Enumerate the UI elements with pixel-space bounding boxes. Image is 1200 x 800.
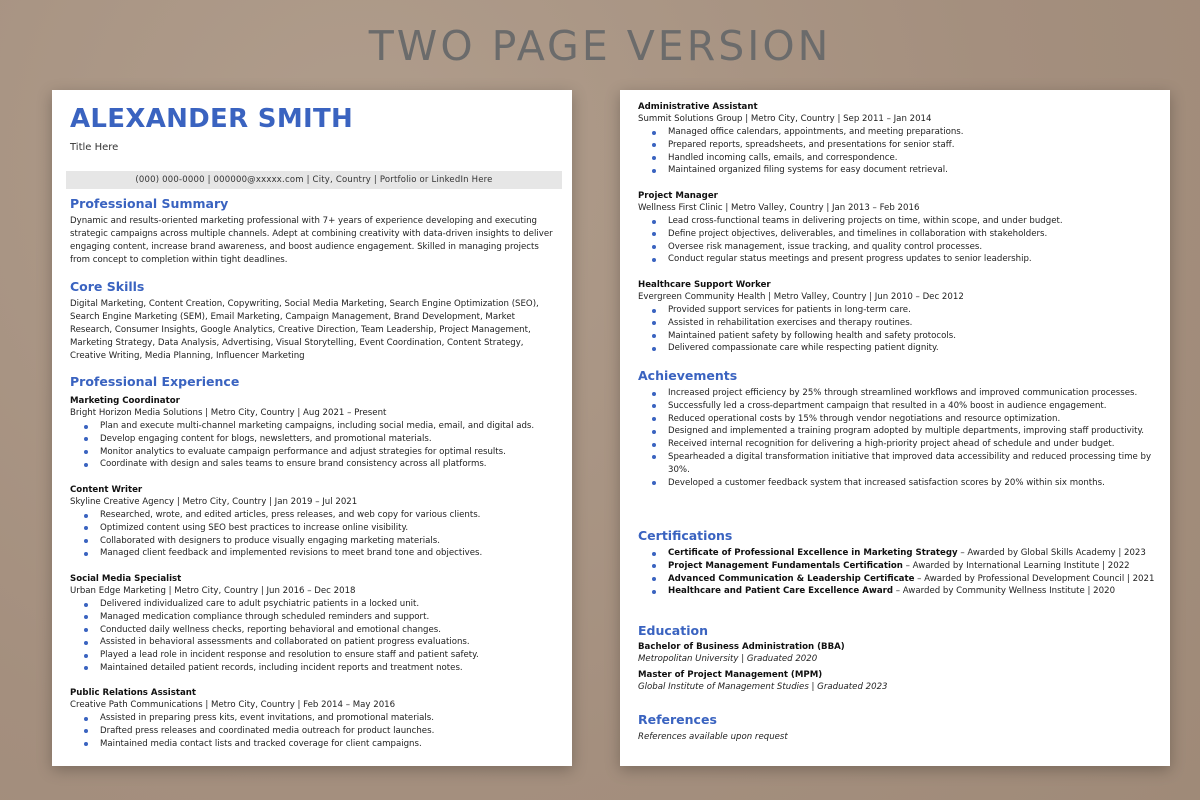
- job-title: Public Relations Assistant: [70, 688, 196, 698]
- job-title: Marketing Coordinator: [70, 396, 180, 406]
- list-item: Provided support services for patients in long-term care.: [668, 304, 1156, 317]
- list-item: Maintained detailed patient records, including incident reports and treatment notes.: [100, 662, 558, 675]
- list-item: Oversee risk management, issue tracking, and quality control processes.: [668, 241, 1156, 254]
- contact-bar: (000) 000-0000 | 000000@xxxxx.com | City, Country | Portfolio or LinkedIn Here: [66, 171, 562, 189]
- achievements-heading: Achievements: [638, 368, 738, 383]
- list-item: Handled incoming calls, emails, and correspondence.: [668, 152, 1156, 165]
- certifications-section: [638, 528, 1156, 598]
- list-item: Assisted in behavioral assessments and collaborated on patient progress evaluations.: [100, 636, 558, 649]
- job-meta: Creative Path Communications | Metro City, Country | Feb 2014 – May 2016: [70, 700, 396, 710]
- job-title: Content Writer: [70, 485, 143, 495]
- list-item: Prepared reports, spreadsheets, and presentations for senior staff.: [668, 139, 1156, 152]
- certifications-heading: Certifications: [638, 528, 733, 543]
- list-item: Managed client feedback and implemented revisions to meet brand tone and objectives.: [100, 547, 558, 560]
- school-name: Global Institute of Management Studies | Graduated 2023: [638, 682, 888, 692]
- resume-page-1: [52, 90, 572, 766]
- candidate-title: Title Here: [70, 142, 119, 153]
- list-item: [668, 573, 1156, 586]
- list-item: Define project objectives, deliverables, and timelines in collaboration with stakeholders.: [668, 228, 1156, 241]
- references-text: References available upon request: [638, 732, 788, 742]
- list-item: Designed and implemented a training program adopted by multiple departments, improving staff productivity.: [668, 425, 1156, 438]
- cert-name: Advanced Communication & Leadership Certificate: [668, 573, 915, 584]
- list-item: [668, 560, 1156, 573]
- job-meta: Evergreen Community Health | Metro Valley, Country | Jun 2010 – Dec 2012: [638, 292, 964, 302]
- list-item: Maintained media contact lists and tracked coverage for client campaigns.: [100, 738, 558, 751]
- list-item: Coordinate with design and sales teams to ensure brand consistency across all platforms.: [100, 458, 558, 471]
- education-heading: Education: [638, 623, 708, 638]
- list-item: Developed a customer feedback system that increased satisfaction scores by 20% within six months.: [668, 477, 1156, 490]
- job-title: Healthcare Support Worker: [638, 280, 771, 290]
- list-item: Increased project efficiency by 25% through streamlined workflows and improved communication processes.: [668, 387, 1156, 400]
- cert-detail: – Awarded by Global Skills Academy | 2023: [957, 548, 1146, 558]
- candidate-name: ALEXANDER SMITH: [70, 104, 354, 134]
- list-item: Played a lead role in incident response and resolution to ensure staff and patient safety.: [100, 649, 558, 662]
- list-item: Conducted daily wellness checks, reporting behavioral and emotional changes.: [100, 624, 558, 637]
- skills-section: [70, 279, 558, 363]
- list-item: Optimized content using SEO best practices to increase online visibility.: [100, 522, 558, 535]
- list-item: Develop engaging content for blogs, newsletters, and promotional materials.: [100, 433, 558, 446]
- experience-heading: Professional Experience: [70, 374, 240, 389]
- experience-section: [70, 374, 558, 393]
- list-item: Reduced operational costs by 15% through vendor negotiations and resource optimization.: [668, 413, 1156, 426]
- list-item: Assisted in rehabilitation exercises and therapy routines.: [668, 317, 1156, 330]
- skills-text: Digital Marketing, Content Creation, Copywriting, Social Media Marketing, Search Engine Optimization (SEO), Search Engine Marketing (SEM), Email Marketing, Campaign Management, Brand Development, Market Research, Consumer Insights, Google Analytics, Creative Direction, Team Leadership, Project Management, Marketing Strategy, Data Analysis, Advertising, Visual Storytelling, Event Coordination, Content Strategy, Creative Writing, Media Planning, Influencer Marketing: [70, 299, 539, 361]
- cert-name: Certificate of Professional Excellence in Marketing Strategy: [668, 548, 958, 558]
- achievements-section: [638, 368, 1156, 489]
- banner-title: TWO PAGE VERSION: [368, 22, 832, 70]
- list-item: [668, 585, 1156, 598]
- cert-detail: – Awarded by Community Wellness Institute | 2020: [893, 586, 1116, 597]
- list-item: [668, 547, 1156, 560]
- list-item: Drafted press releases and coordinated media outreach for product launches.: [100, 725, 558, 738]
- list-item: Delivered individualized care to adult psychiatric patients in a locked unit.: [100, 598, 558, 611]
- list-item: Lead cross-functional teams in delivering projects on time, within scope, and under budget.: [668, 215, 1156, 228]
- list-item: Spearheaded a digital transformation initiative that improved data accessibility and reduced processing time by 30%.: [668, 451, 1156, 477]
- job-entry: [70, 396, 558, 471]
- list-item: Conduct regular status meetings and present progress updates to senior leadership.: [668, 253, 1156, 266]
- skills-heading: Core Skills: [70, 279, 145, 294]
- references-heading: References: [638, 712, 717, 727]
- list-item: Plan and execute multi-channel marketing campaigns, including social media, email, and digital ads.: [100, 420, 558, 433]
- cert-name: Healthcare and Patient Care Excellence Award: [668, 586, 894, 597]
- list-item: Successfully led a cross-department campaign that resulted in a 40% boost in audience engagement.: [668, 400, 1156, 413]
- list-item: Assisted in preparing press kits, event invitations, and promotional materials.: [100, 712, 558, 725]
- job-title: Social Media Specialist: [70, 574, 182, 584]
- job-meta: Summit Solutions Group | Metro City, Country | Sep 2011 – Jan 2014: [638, 114, 932, 124]
- job-title: Administrative Assistant: [638, 102, 758, 112]
- list-item: Monitor analytics to evaluate campaign performance and adjust strategies for optimal results.: [100, 446, 558, 459]
- degree-name: Master of Project Management (MPM): [638, 670, 823, 680]
- resume-page-2: [620, 90, 1170, 766]
- job-entry: [70, 574, 558, 675]
- job-entry: [638, 191, 1156, 266]
- job-entry: [70, 688, 558, 750]
- list-item: Researched, wrote, and edited articles, press releases, and web copy for various clients.: [100, 509, 558, 522]
- education-section: [638, 623, 1156, 694]
- list-item: Managed medication compliance through scheduled reminders and support.: [100, 611, 558, 624]
- degree-name: Bachelor of Business Administration (BBA): [638, 642, 845, 652]
- summary-heading: Professional Summary: [70, 196, 229, 211]
- job-meta: Urban Edge Marketing | Metro City, Country | Jun 2016 – Dec 2018: [70, 586, 356, 596]
- job-entry: [70, 485, 558, 560]
- list-item: Received internal recognition for delivering a high-priority project ahead of schedule and under budget.: [668, 438, 1156, 451]
- job-meta: Wellness First Clinic | Metro Valley, Country | Jan 2013 – Feb 2016: [638, 203, 920, 213]
- job-meta: Skyline Creative Agency | Metro City, Country | Jan 2019 – Jul 2021: [70, 497, 358, 507]
- school-name: Metropolitan University | Graduated 2020: [638, 654, 818, 664]
- references-section: [638, 712, 1156, 744]
- cert-detail: – Awarded by Professional Development Council | 2021: [914, 573, 1155, 584]
- job-entry: [638, 102, 1156, 177]
- job-title: Project Manager: [638, 191, 718, 201]
- list-item: Maintained organized filing systems for easy document retrieval.: [668, 164, 1156, 177]
- summary-text: Dynamic and results-oriented marketing professional with 7+ years of experience developing and executing strategic campaigns across multiple channels. Adept at combining creativity with data-driven insights to deliver engaging content, increase brand awareness, and boost audience engagement. Skilled in managing projects from concept to completion within tight deadlines.: [70, 216, 553, 265]
- job-meta: Bright Horizon Media Solutions | Metro City, Country | Aug 2021 – Present: [70, 408, 387, 418]
- list-item: Maintained patient safety by following health and safety protocols.: [668, 330, 1156, 343]
- job-entry: [638, 280, 1156, 355]
- list-item: Collaborated with designers to produce visually engaging marketing materials.: [100, 535, 558, 548]
- cert-detail: – Awarded by International Learning Institute | 2022: [902, 560, 1130, 571]
- cert-name: Project Management Fundamentals Certification: [668, 560, 903, 571]
- list-item: Managed office calendars, appointments, and meeting preparations.: [668, 126, 1156, 139]
- list-item: Delivered compassionate care while respecting patient dignity.: [668, 342, 1156, 355]
- summary-section: [70, 196, 558, 267]
